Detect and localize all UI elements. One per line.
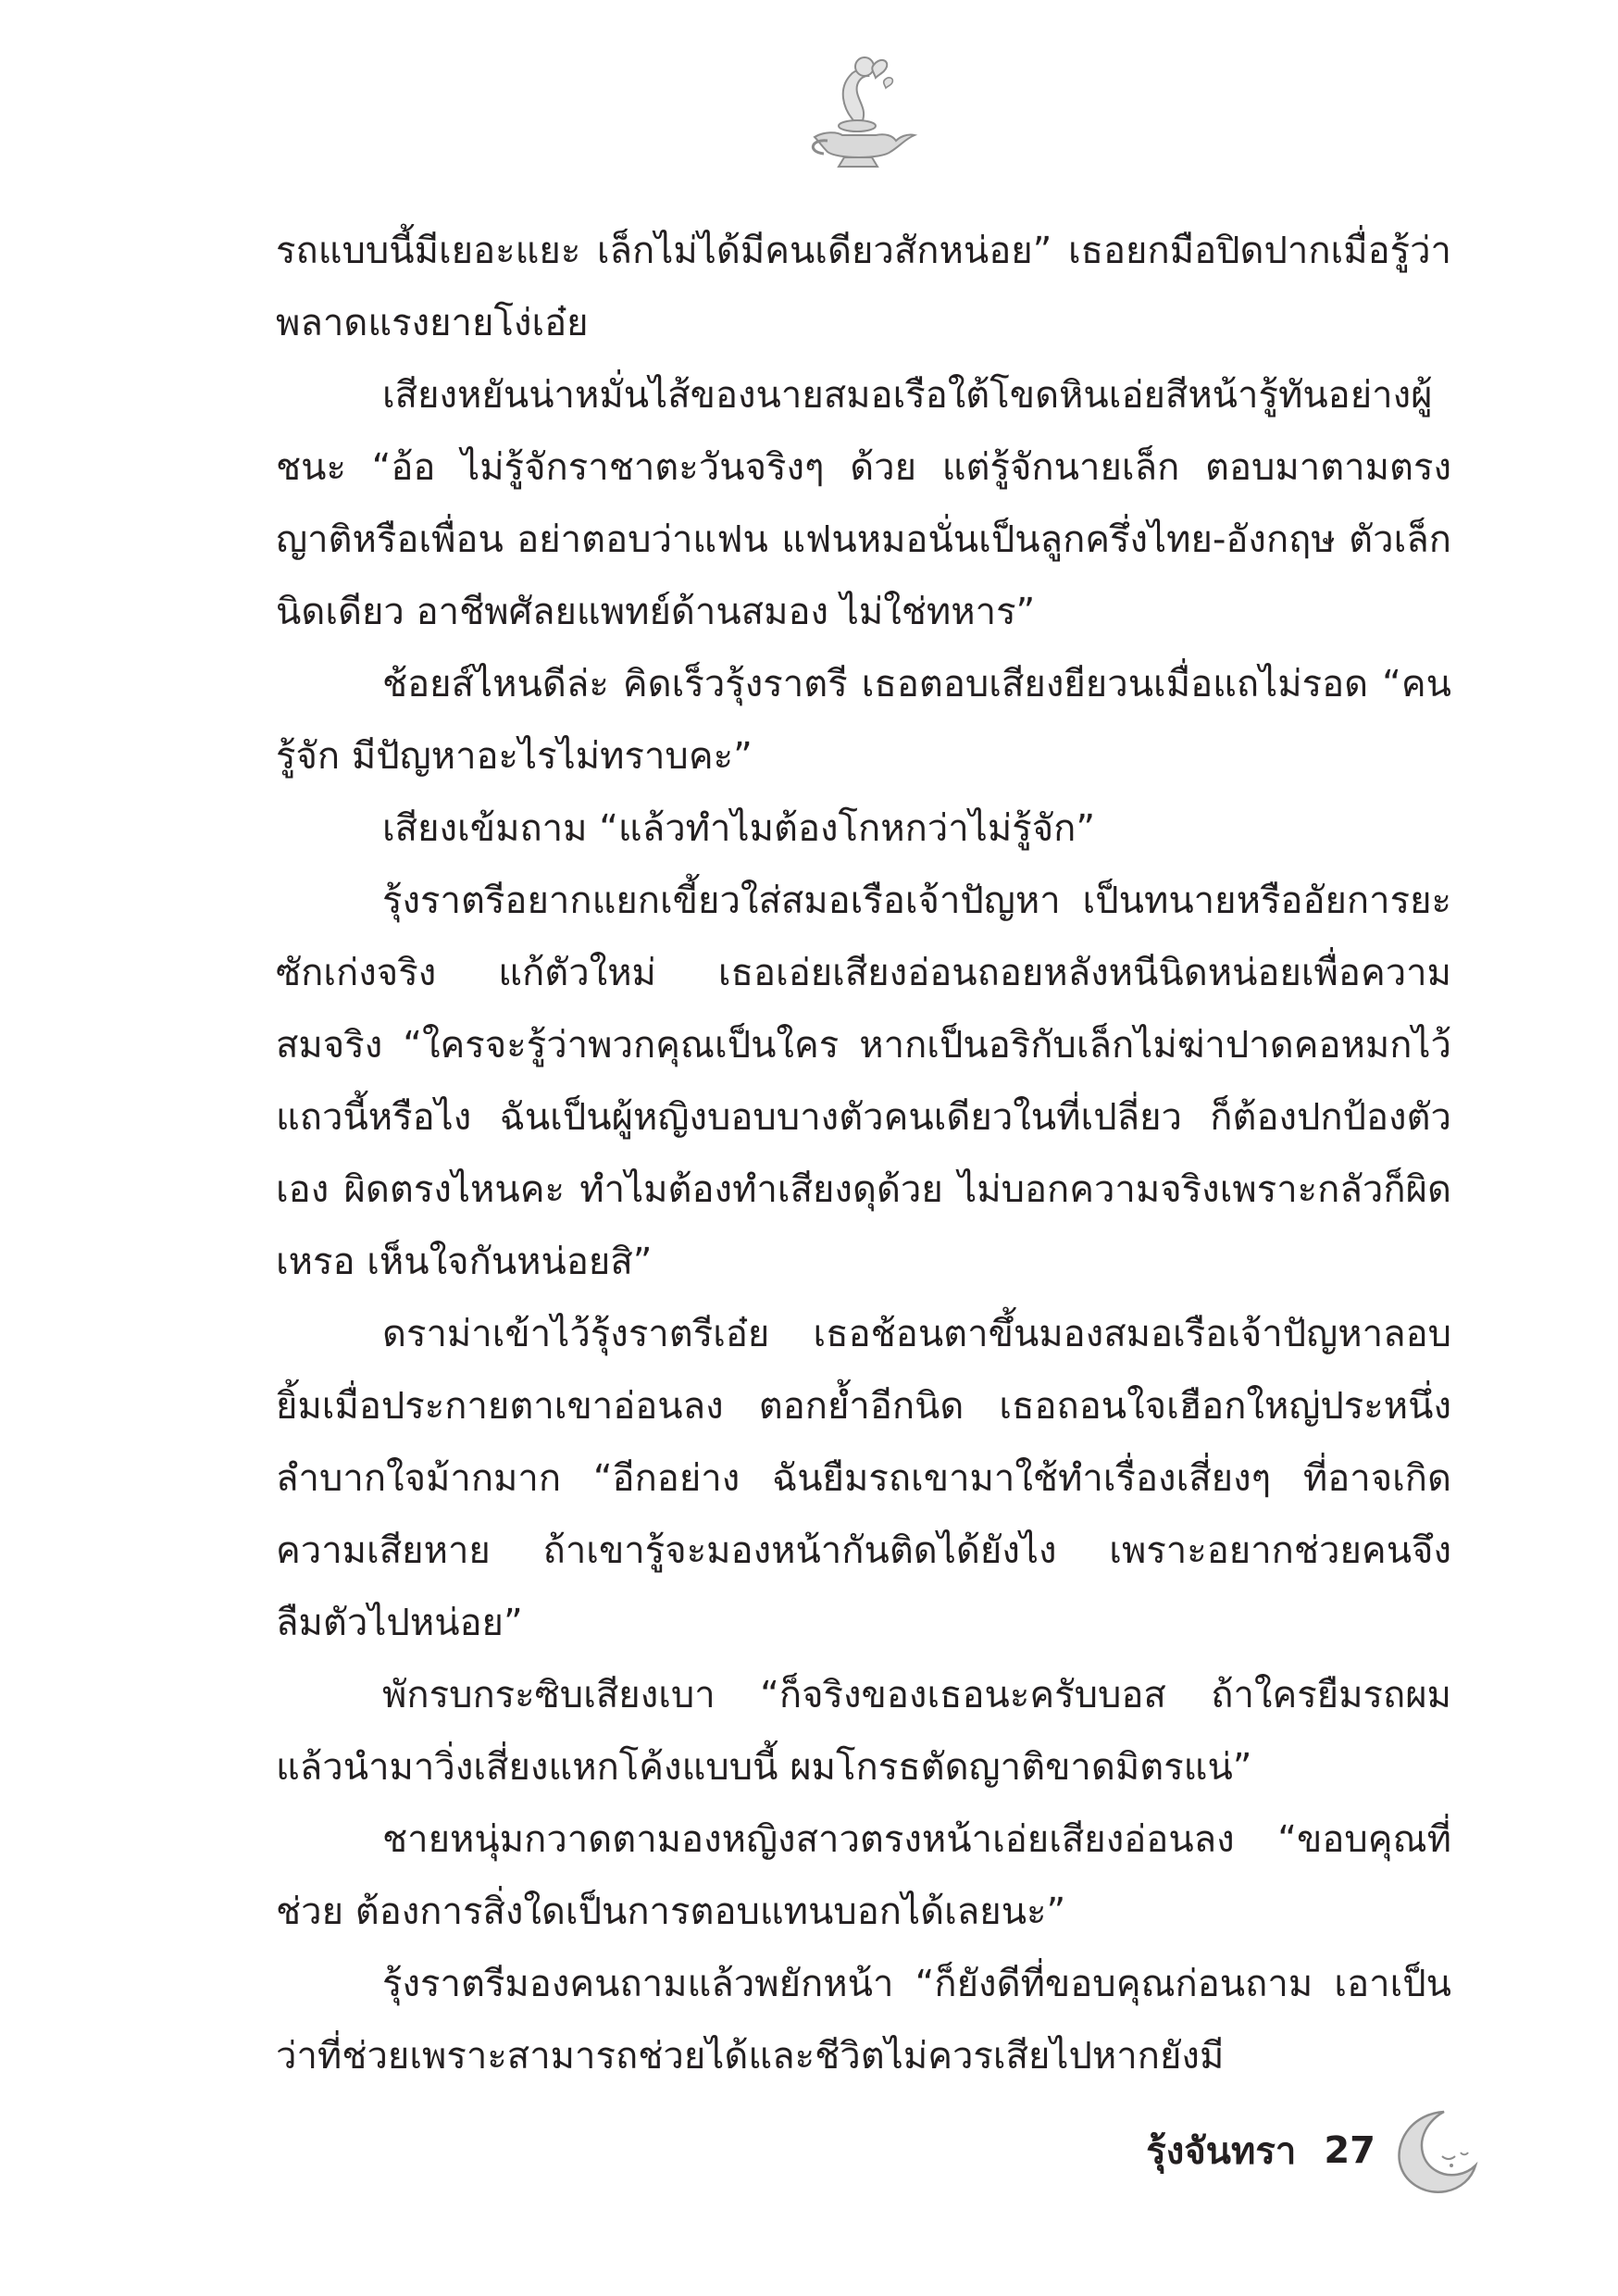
paragraph-6: ดราม่าเข้าไว้รุ้งราตรีเอ๋ย เธอช้อนตาขึ้นมองสมอเรือเจ้าปัญหาลอบยิ้มเมื่อประกายตาเขาอ่อนลง ตอกย้ำอีกนิด เธอถอนใจเฮือกใหญ่ประหนึ่งลำบากใจม้ากมาก “อีกอย่าง ฉันยืมรถเขามาใช้ทำเรื่องเสี่ยงๆ ที่อาจเกิดความเสียหาย ถ้าเขารู้จะมองหน้ากันติดได้ยังไง เพราะอยากช่วยคนจึงลืมตัวไปหน่อย” — [276, 1313, 1451, 1644]
page-footer — [1146, 2100, 1479, 2202]
paragraph-2: เสียงหยันน่าหมั่นไส้ของนายสมอเรือใต้โขดหินเอ่ยสีหน้ารู้ทันอย่างผู้ชนะ “อ้อ ไม่รู้จักราชาตะวันจริงๆ ด้วย แต่รู้จักนายเล็ก ตอบมาตามตรง ญาติหรือเพื่อน อย่าตอบว่าแฟน แฟนหมอนั่นเป็นลูกครึ่งไทย-อังกฤษ ตัวเล็กนิดเดียว อาชีพศัลยแพทย์ด้านสมอง ไม่ใช่ทหาร” — [276, 374, 1451, 633]
paragraph-5: รุ้งราตรีอยากแยกเขี้ยวใส่สมอเรือเจ้าปัญหา เป็นทนายหรืออัยการยะซักเก่งจริง แก้ตัวใหม่ เธอเอ่ยเสียงอ่อนถอยหลังหนีนิดหน่อยเพื่อความสมจริง “ใครจะรู้ว่าพวกคุณเป็นใคร หากเป็นอริกับเล็กไม่ฆ่าปาดคอหมกไว้แถวนี้หรือไง ฉันเป็นผู้หญิงบอบบางตัวคนเดียวในที่เปลี่ยว ก็ต้องปกป้องตัวเอง ผิดตรงไหนคะ ทำไมต้องทำเสียงดุด้วย ไม่บอกความจริงเพราะกลัวก็ผิดเหรอ เห็นใจกันหน่อยสิ” — [276, 880, 1451, 1283]
paragraph-1: รถแบบนี้มีเยอะแยะ เล็กไม่ได้มีคนเดียวสักหน่อย” เธอยกมือปิดปากเมื่อรู้ว่าพลาดแรงยายโง่เอ๋ย — [276, 230, 1451, 344]
paragraph-3: ช้อยส์ไหนดีล่ะ คิดเร็วรุ้งราตรี เธอตอบเสียงยียวนเมื่อแถไม่รอด “คนรู้จัก มีปัญหาอะไรไม่ทราบคะ” — [276, 663, 1451, 778]
page-number: 27 — [1324, 2129, 1375, 2172]
paragraph-8: ชายหนุ่มกวาดตามองหญิงสาวตรงหน้าเอ่ยเสียงอ่อนลง “ขอบคุณที่ช่วย ต้องการสิ่งใดเป็นการตอบแทนบอกได้เลยนะ” — [276, 1818, 1451, 1933]
paragraph-7: พักรบกระซิบเสียงเบา “ก็จริงของเธอนะครับบอส ถ้าใครยืมรถผมแล้วนำมาวิ่งเสี่ยงแหกโค้งแบบนี้ ผมโกรธตัดญาติขาดมิตรแน่” — [276, 1674, 1451, 1789]
footer-title: รุ้งจันทรา — [1146, 2130, 1297, 2173]
magic-lamp-genie-icon — [796, 48, 926, 178]
paragraph-4: เสียงเข้มถาม “แล้วทำไมต้องโกหกว่าไม่รู้จัก” — [382, 807, 1096, 850]
body-text — [276, 215, 1451, 2092]
crescent-moon-icon — [1387, 2104, 1479, 2197]
paragraph-9: รุ้งราตรีมองคนถามแล้วพยักหน้า “ก็ยังดีที่ขอบคุณก่อนถาม เอาเป็นว่าที่ช่วยเพราะสามารถช่วยได้และชีวิตไม่ควรเสียไปหากยังมี — [276, 1963, 1451, 2078]
